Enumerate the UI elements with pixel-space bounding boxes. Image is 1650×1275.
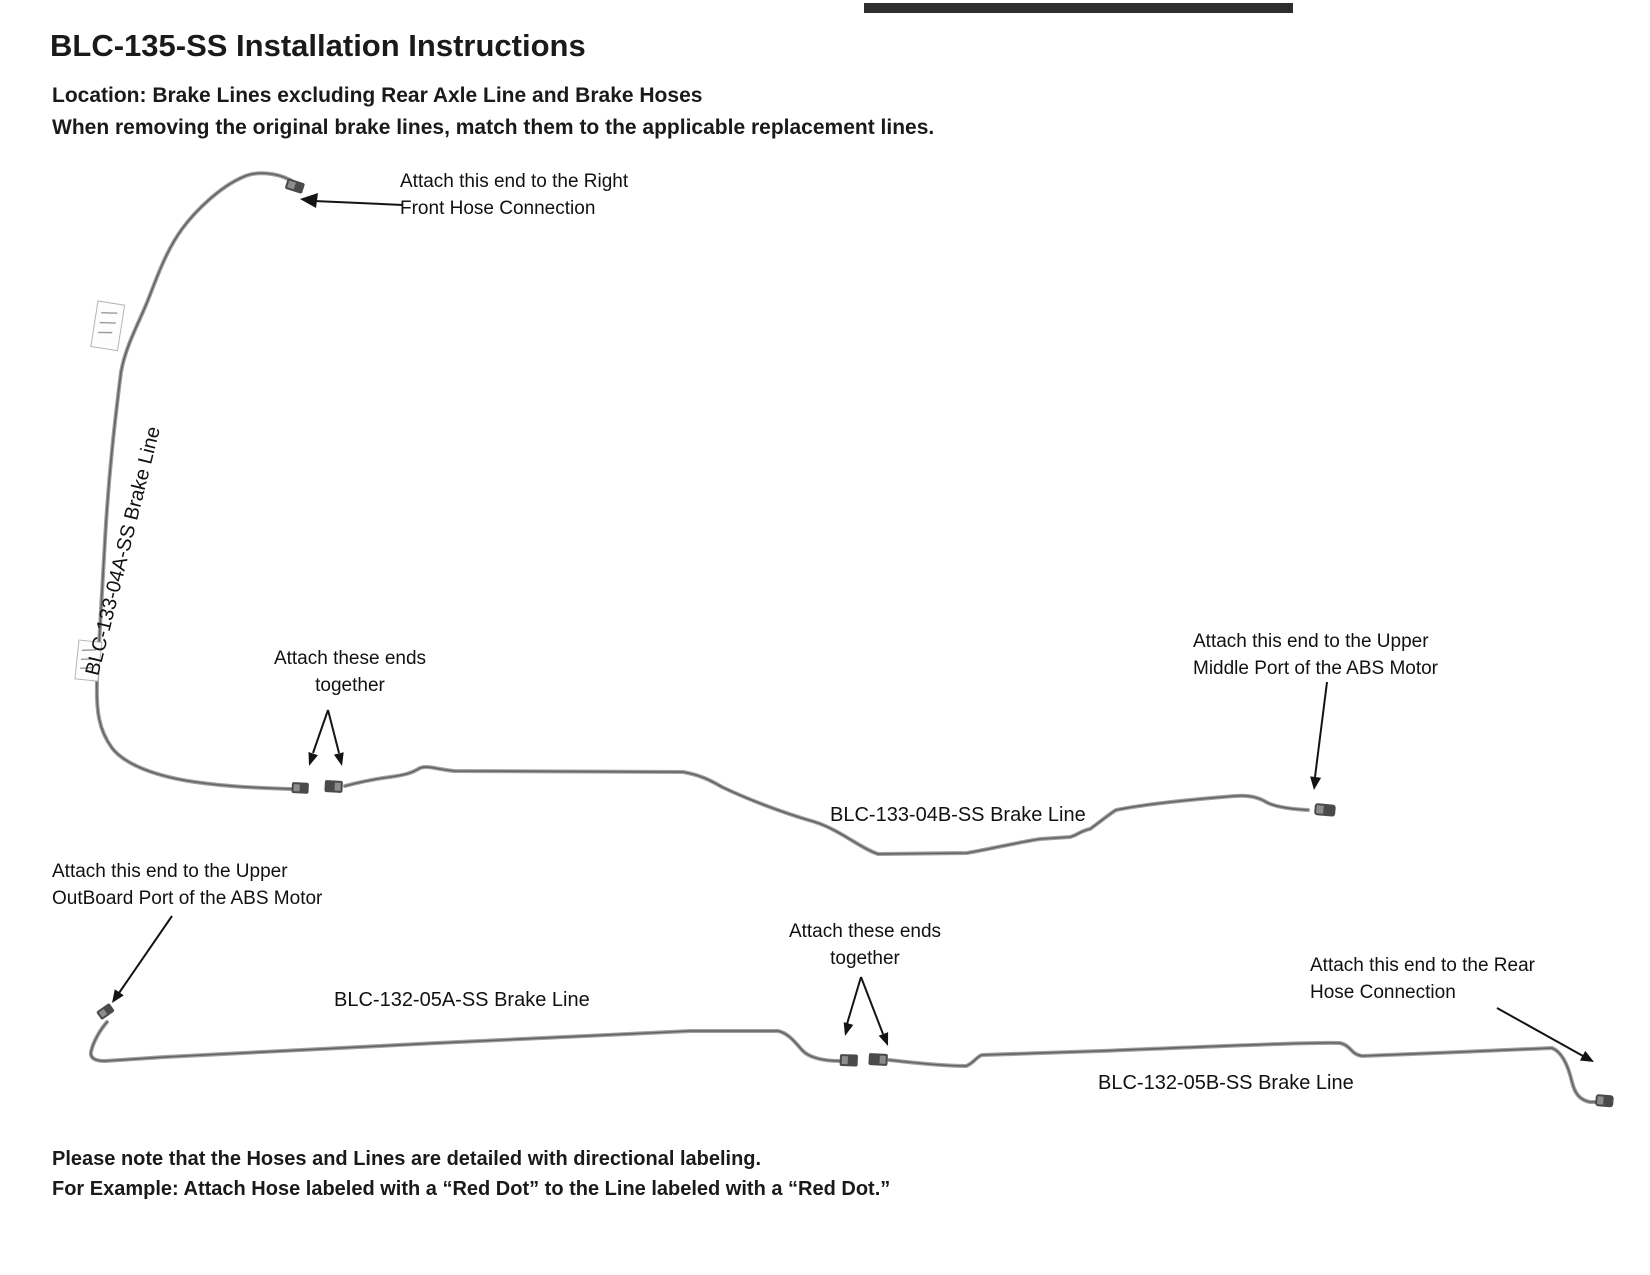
fitting-blc-132-05b-left xyxy=(868,1053,888,1066)
annotation-line: OutBoard Port of the ABS Motor xyxy=(52,888,323,909)
arrow-abs-upper-middle xyxy=(1310,682,1327,790)
annotation-line: Front Hose Connection xyxy=(400,198,596,219)
footer-note-labeling: Please note that the Hoses and Lines are detailed with directional labeling. xyxy=(52,1148,762,1170)
annotation-line: Attach this end to the Upper xyxy=(52,861,288,882)
arrow-ends-together-bottom xyxy=(844,977,888,1046)
part-label-blc-132-05b: BLC-132-05B-SS Brake Line xyxy=(1098,1072,1354,1094)
arrow-rear-hose xyxy=(1497,1008,1594,1062)
annotation-ends-together-top xyxy=(255,645,445,699)
arrow-ends-together-top xyxy=(309,710,344,766)
annotation-right-front-hose xyxy=(400,168,628,222)
part-label-blc-133-04b: BLC-133-04B-SS Brake Line xyxy=(830,804,1086,826)
arrow-abs-upper-outboard xyxy=(112,916,172,1003)
fitting-blc-132-05a-right xyxy=(840,1054,858,1067)
annotation-line: Attach these ends xyxy=(273,648,427,669)
fitting-blc-133-04b-right xyxy=(1314,803,1336,817)
annotation-line: Attach these ends xyxy=(788,921,942,942)
page-title: BLC-135-SS Installation Instructions xyxy=(50,28,586,63)
footer-note-example: For Example: Attach Hose labeled with a “Red Dot” to the Line labeled with a “Red Dot.” xyxy=(52,1178,891,1200)
line-tag-upper xyxy=(91,301,125,351)
fitting-blc-132-05b-right xyxy=(1595,1094,1614,1108)
annotation-line: together xyxy=(315,675,385,696)
annotation-abs-upper-middle xyxy=(1193,628,1438,682)
location-line: Location: Brake Lines excluding Rear Axle Line and Brake Hoses xyxy=(52,84,703,107)
fitting-blc-133-04a-top xyxy=(285,178,306,194)
annotation-line: together xyxy=(830,948,900,969)
brake-line-blc-133-04a xyxy=(75,173,309,794)
fitting-blc-132-05a-left xyxy=(96,1003,115,1020)
annotation-line: Attach this end to the Rear xyxy=(1310,955,1535,976)
fitting-blc-133-04a-bottom xyxy=(291,782,309,794)
removal-instruction-line: When removing the original brake lines, match them to the applicable replacement lines. xyxy=(52,116,935,139)
part-label-blc-132-05a: BLC-132-05A-SS Brake Line xyxy=(334,989,590,1011)
annotation-line: Attach this end to the Upper xyxy=(1193,631,1429,652)
fitting-blc-133-04b-left xyxy=(324,780,343,793)
annotation-ends-together-bottom xyxy=(770,918,960,972)
annotation-rear-hose xyxy=(1310,952,1535,1006)
annotation-line: Attach this end to the Right xyxy=(400,171,629,192)
part-label-blc-133-04a: BLC-133-04A-SS Brake Line xyxy=(81,424,165,678)
brake-line-blc-132-05a xyxy=(91,1003,858,1067)
annotation-line: Hose Connection xyxy=(1310,982,1456,1003)
annotation-line: Middle Port of the ABS Motor xyxy=(1193,658,1439,679)
arrow-right-front-hose xyxy=(300,193,403,208)
annotation-abs-upper-outboard xyxy=(52,858,322,912)
